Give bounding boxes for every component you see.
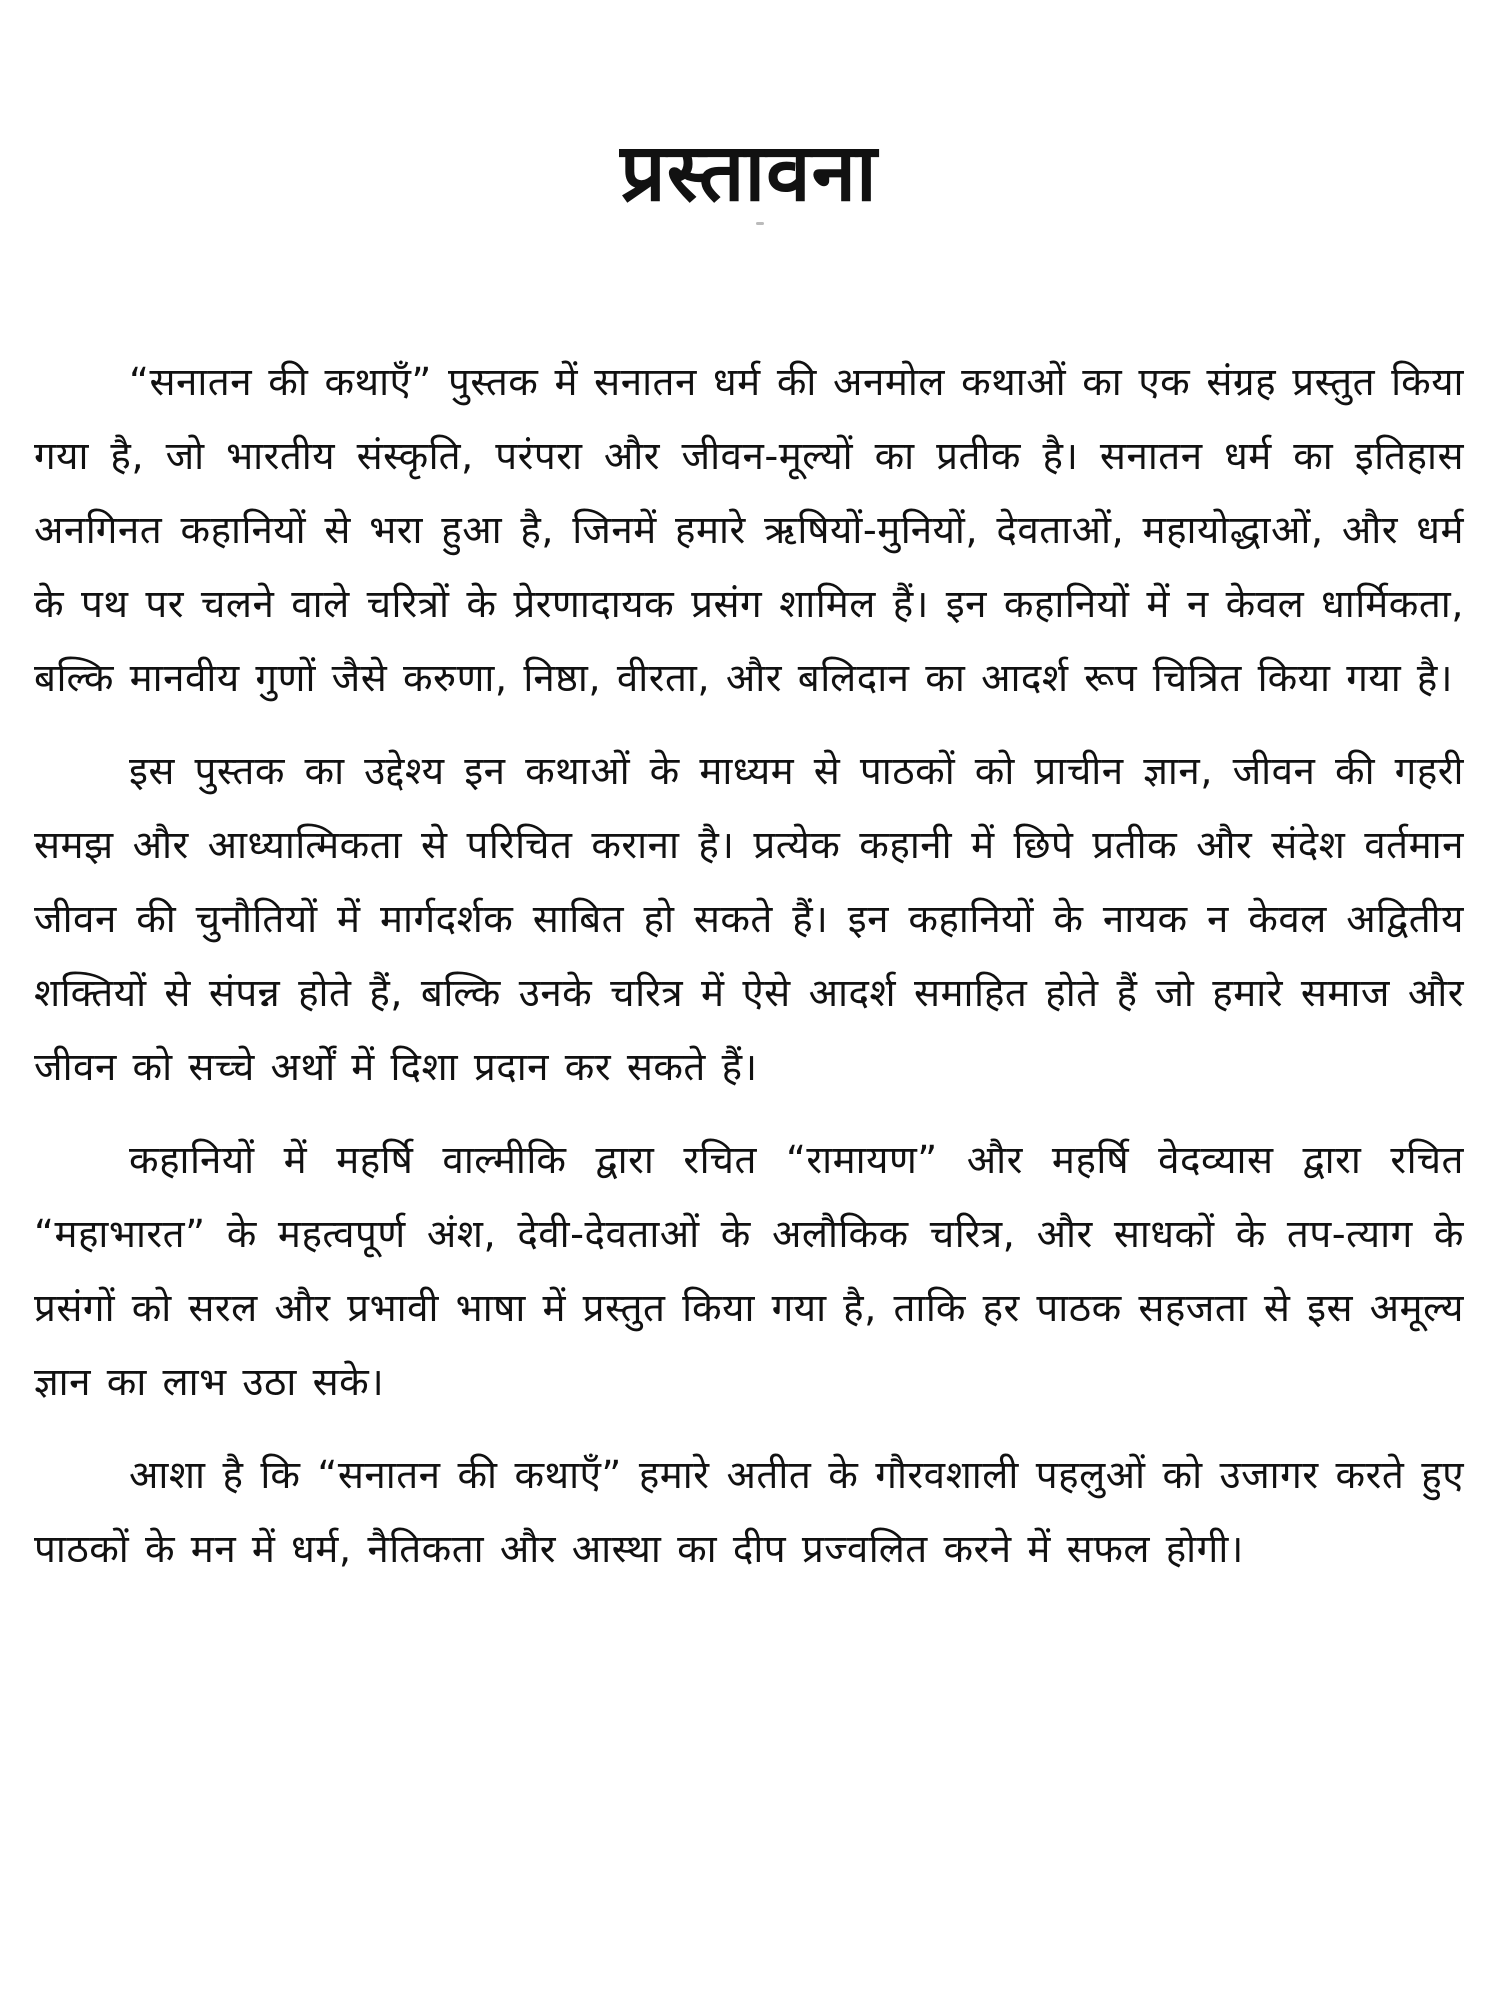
print-speck xyxy=(756,222,764,225)
page-title: प्रस्तावना xyxy=(620,126,878,219)
paragraph-2: इस पुस्तक का उद्देश्य इन कथाओं के माध्यम से पाठकों को प्राचीन ज्ञान, जीवन की गहरी समझ और आध्यात्मिकता से परिचित कराना है। प्रत्येक कहानी में छिपे प्रतीक और संदेश वर्तमान जीवन की चुनौतियों में मार्गदर्शक साबित हो सकते हैं। इन कहानियों के नायक न केवल अद्वितीय शक्तियों से संपन्न होते हैं, बल्कि उनके चरित्र में ऐसे आदर्श समाहित होते हैं जो हमारे समाज और जीवन को सच्चे अर्थों में दिशा प्रदान कर सकते हैं। xyxy=(34,749,1464,1090)
paragraph-1: “सनातन की कथाएँ” पुस्तक में सनातन धर्म की अनमोल कथाओं का एक संग्रह प्रस्तुत किया गया है, जो भारतीय संस्कृति, परंपरा और जीवन-मूल्यों का प्रतीक है। सनातन धर्म का इतिहास अनगिनत कहानियों से भरा हुआ है, जिनमें हमारे ऋषियों-मुनियों, देवताओं, महायोद्धाओं, और धर्म के पथ पर चलने वाले चरित्रों के प्रेरणादायक प्रसंग शामिल हैं। इन कहानियों में न केवल धार्मिकता, बल्कि मानवीय गुणों जैसे करुणा, निष्ठा, वीरता, और बलिदान का आदर्श रूप चित्रित किया गया है। xyxy=(34,360,1465,701)
paragraph-4: आशा है कि “सनातन की कथाएँ” हमारे अतीत के गौरवशाली पहलुओं को उजागर करते हुए पाठकों के मन में धर्म, नैतिकता और आस्था का दीप प्रज्वलित करने में सफल होगी। xyxy=(34,1453,1464,1572)
paragraph-3: कहानियों में महर्षि वाल्मीकि द्वारा रचित “रामायण” और महर्षि वेदव्यास द्वारा रचित “महाभारत” के महत्वपूर्ण अंश, देवी-देवताओं के अलौकिक चरित्र, और साधकों के तप-त्याग के प्रसंगों को सरल और प्रभावी भाषा में प्रस्तुत किया गया है, ताकि हर पाठक सहजता से इस अमूल्य ज्ञान का लाभ उठा सके। xyxy=(34,1138,1464,1405)
document-page xyxy=(34,0,1464,2000)
document-body xyxy=(34,346,1464,1587)
